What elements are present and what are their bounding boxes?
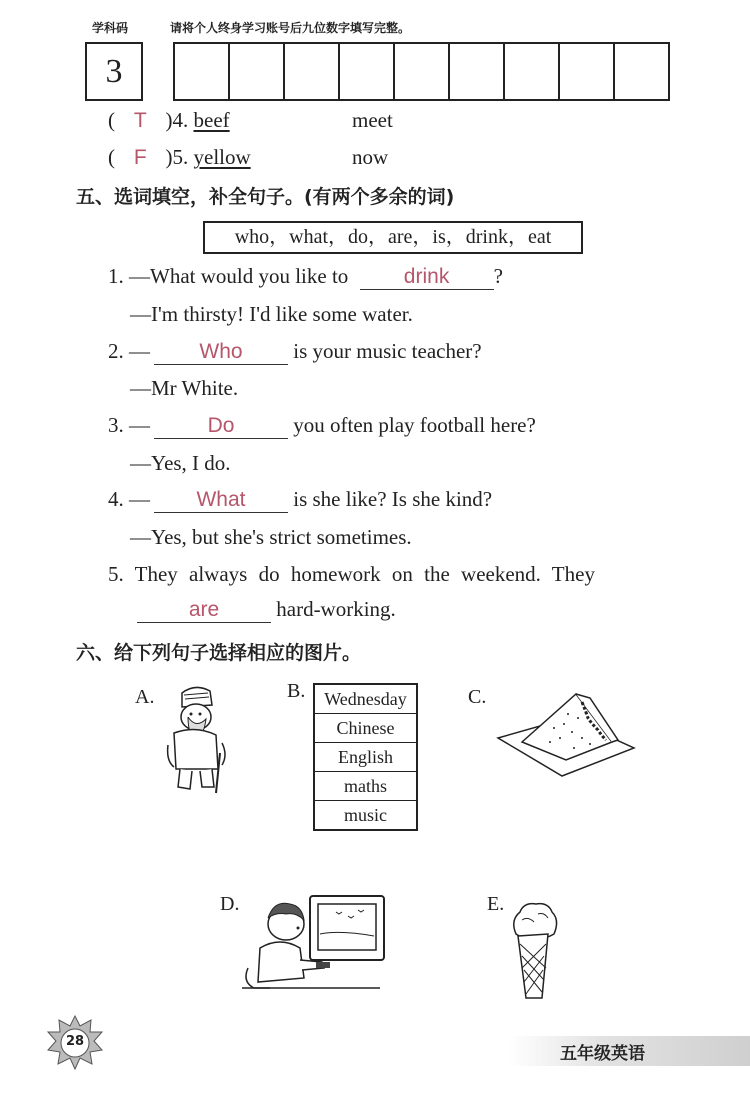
answer-text: are [188,598,220,621]
paren-open: ( [108,145,115,169]
option-a-label: A. [135,686,155,708]
timetable-cell: music [344,805,387,825]
option-d-label: D. [220,893,240,915]
question-text: 1. —What would you like to [108,264,349,288]
item-number: 4. [172,108,189,132]
account-digit-boxes [173,42,670,101]
word-1: yellow [193,145,251,169]
paren-close: ) [165,108,173,132]
timetable-cell: Chinese [315,714,416,743]
option-e-label: E. [487,893,505,915]
boy-computer-picture [240,890,388,1000]
question-end: you often play football here? [293,413,536,437]
judge-answer: F [133,146,147,169]
answer-text: Who [199,340,243,363]
timetable [313,683,418,831]
answer-text: What [196,488,246,511]
judge-item-4 [108,108,230,133]
digit-box[interactable] [340,44,395,99]
section5-title: 五、选词填空，补全句子。(有两个多余的词) [76,186,455,208]
word-bank: who，what，do，are，is，drink，eat [203,221,583,254]
question-5: 5. They always do homework on the weekend. They [108,562,595,586]
digit-box[interactable] [230,44,285,99]
digit-box[interactable] [285,44,340,99]
question-end: ? [493,264,503,288]
digit-box[interactable] [450,44,505,99]
item-number: 5. [172,145,189,169]
answer-blank[interactable] [154,488,288,513]
old-man-picture [160,683,232,795]
judge-answer: T [133,109,147,132]
question-end: hard-working. [276,597,396,621]
book-title: 五年级英语 [560,1044,645,1064]
subject-code-label: 学科码 [92,21,129,35]
question-end: is she like? Is she kind? [293,487,493,511]
question-end: is your music teacher? [293,339,482,363]
judge-item-5 [108,145,251,170]
account-code-row [85,42,670,99]
answer-blank[interactable] [154,340,288,365]
question-5-continued [137,597,396,623]
question-1 [108,264,503,290]
timetable-cell: maths [315,772,416,801]
option-c-label: C. [468,686,487,708]
paren-close: ) [165,145,173,169]
timetable-cell: English [315,743,416,772]
question-text: 4. — [108,487,150,511]
section6-title: 六、给下列句子选择相应的图片。 [76,642,362,664]
page-number: 28 [65,1034,85,1049]
question-text: 2. — [108,339,150,363]
paren-open: ( [108,108,115,132]
answer-blank[interactable] [154,414,288,439]
timetable-cell: Wednesday [315,685,416,714]
answer-blank[interactable] [360,265,494,290]
option-b-label: B. [287,680,306,702]
header-instruction: 请将个人终身学习账号后九位数字填写完整。 [170,21,411,35]
question-3 [108,413,536,439]
digit-box[interactable] [615,44,668,99]
answer-text: drink [403,265,450,288]
reply-2: —Mr White. [130,376,239,400]
reply-4: —Yes, but she's strict sometimes. [130,525,412,549]
ice-cream-picture [508,898,560,1002]
reply-1: —I'm thirsty! I'd like some water. [130,302,413,326]
answer-blank[interactable] [137,598,271,623]
word-2: meet [352,108,393,132]
answer-text: Do [207,414,235,437]
digit-box[interactable] [505,44,560,99]
word-1: beef [193,108,230,132]
sandwich-picture [494,688,636,778]
word-2: now [352,145,389,169]
digit-box[interactable] [560,44,615,99]
question-4 [108,487,492,513]
question-2 [108,339,482,365]
digit-box[interactable] [175,44,230,99]
reply-3: —Yes, I do. [130,451,231,475]
question-text: 3. — [108,413,150,437]
subject-code-box: 3 [85,42,143,101]
digit-box[interactable] [395,44,450,99]
